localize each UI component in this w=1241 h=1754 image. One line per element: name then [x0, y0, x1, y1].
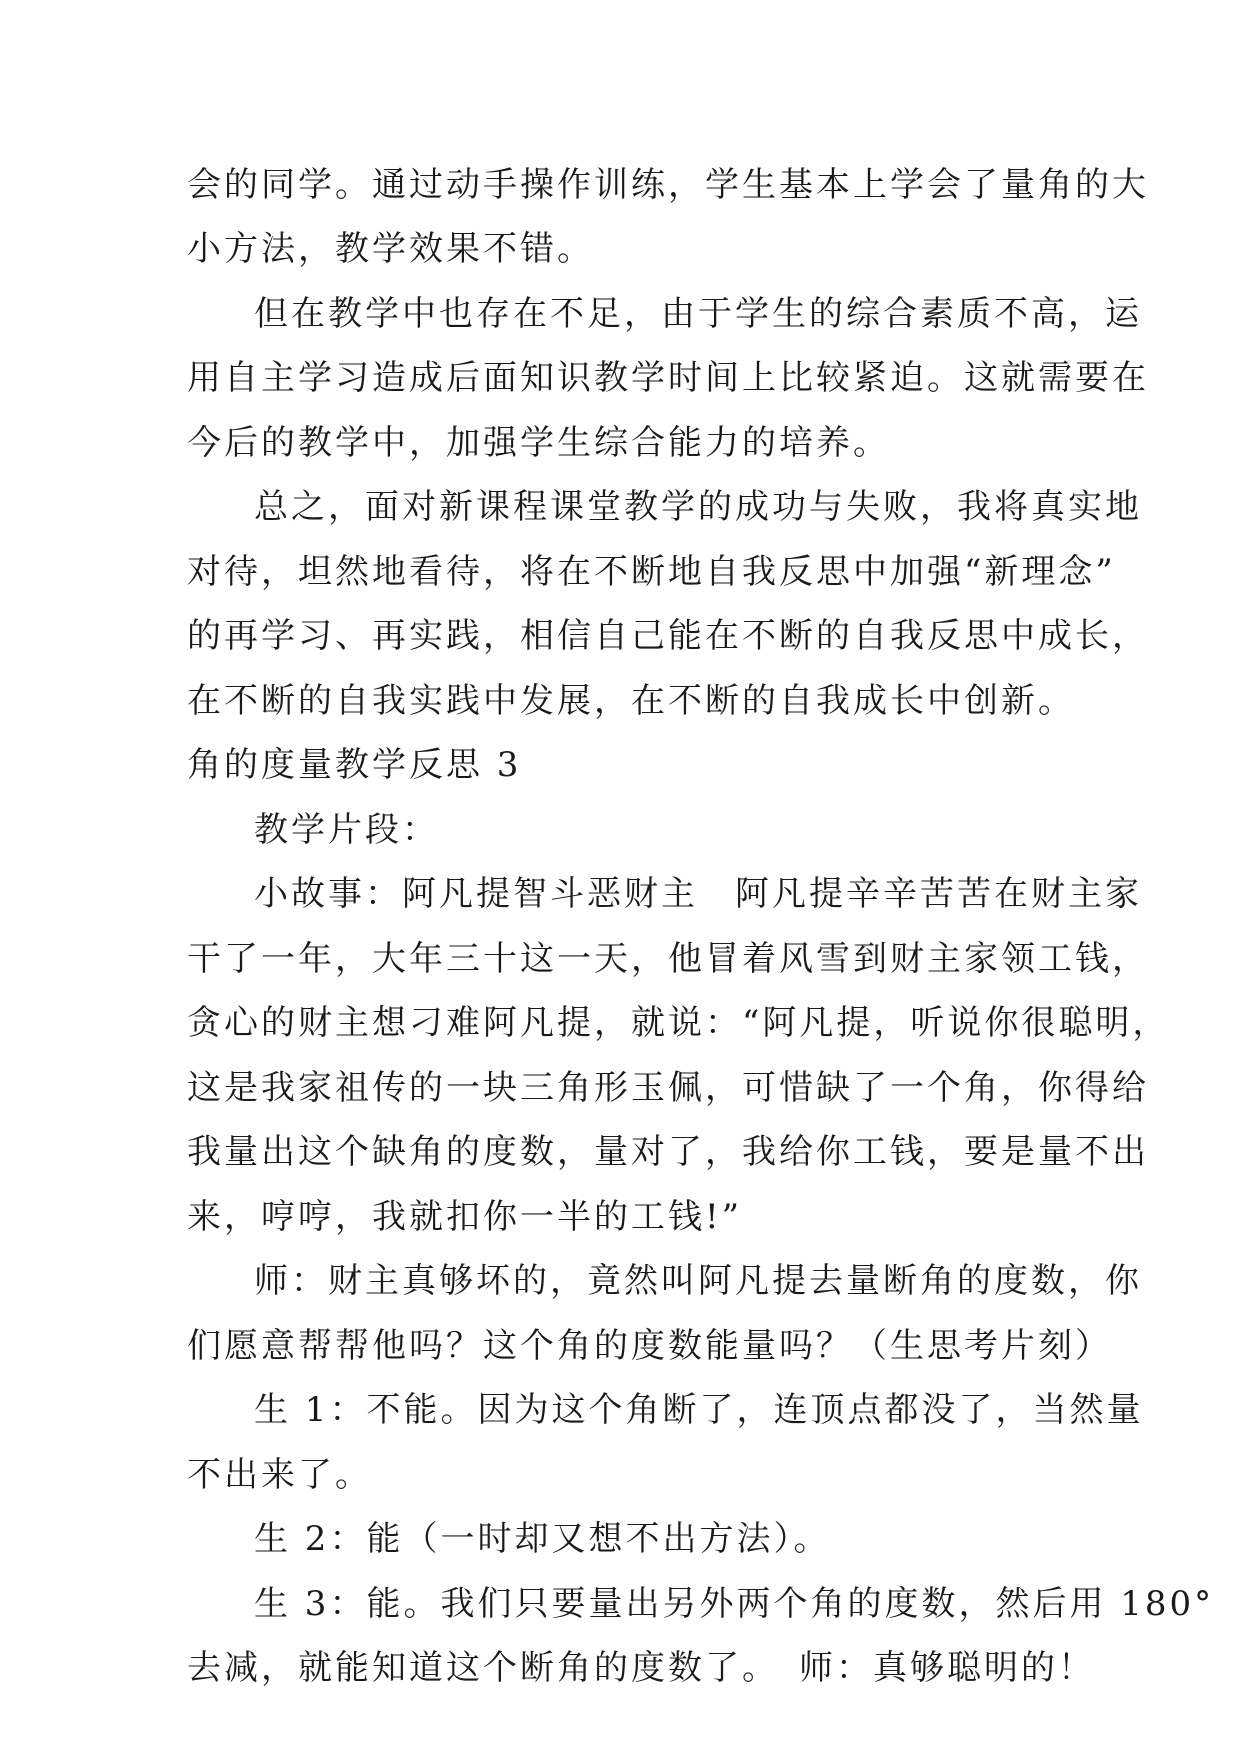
- text-line: 来，哼哼，我就扣你一半的工钱!”: [187, 1197, 743, 1237]
- text-line: 用自主学习造成后面知识教学时间上比较紧迫。这就需要在: [187, 358, 1149, 398]
- text-line: 不出来了。: [187, 1455, 372, 1495]
- text-line: 总之，面对新课程课堂教学的成功与失败，我将真实地: [254, 487, 1142, 527]
- text-line: 贪心的财主想刁难阿凡提，就说：“阿凡提，听说你很聪明，: [187, 1003, 1170, 1043]
- text-line: 这是我家祖传的一块三角形玉佩，可惜缺了一个角，你得给: [187, 1068, 1149, 1108]
- text-line: 但在教学中也存在不足，由于学生的综合素质不高，运: [254, 294, 1142, 334]
- text-line: 我量出这个缺角的度数，量对了，我给你工钱，要是量不出: [187, 1132, 1149, 1172]
- text-line: 师：财主真够坏的，竟然叫阿凡提去量断角的度数，你: [254, 1261, 1142, 1301]
- text-line: 教学片段：: [254, 810, 439, 850]
- text-line: 干了一年，大年三十这一天，他冒着风雪到财主家领工钱，: [187, 939, 1149, 979]
- text-line: 小方法，教学效果不错。: [187, 229, 594, 269]
- text-line: 生 1：不能。因为这个角断了，连顶点都没了，当然量: [254, 1390, 1144, 1430]
- section-heading: 角的度量教学反思 3: [187, 745, 522, 785]
- text-line: 会的同学。通过动手操作训练，学生基本上学会了量角的大: [187, 165, 1149, 205]
- text-line: 小故事：阿凡提智斗恶财主 阿凡提辛辛苦苦在财主家: [254, 874, 1142, 914]
- text-line: 的再学习、再实践，相信自己能在不断的自我反思中成长，: [187, 616, 1149, 656]
- text-line: 在不断的自我实践中发展，在不断的自我成长中创新。: [187, 681, 1075, 721]
- text-line: 今后的教学中，加强学生综合能力的培养。: [187, 423, 890, 463]
- text-line: 们愿意帮帮他吗？这个角的度数能量吗？（生思考片刻）: [187, 1326, 1112, 1366]
- text-line: 生 3：能。我们只要量出另外两个角的度数，然后用 180°: [254, 1584, 1215, 1624]
- text-line: 对待，坦然地看待，将在不断地自我反思中加强“新理念”: [187, 552, 1116, 592]
- text-line: 去减，就能知道这个断角的度数了。 师：真够聪明的！: [187, 1648, 1095, 1688]
- text-line: 生 2：能（一时却又想不出方法）。: [254, 1519, 831, 1559]
